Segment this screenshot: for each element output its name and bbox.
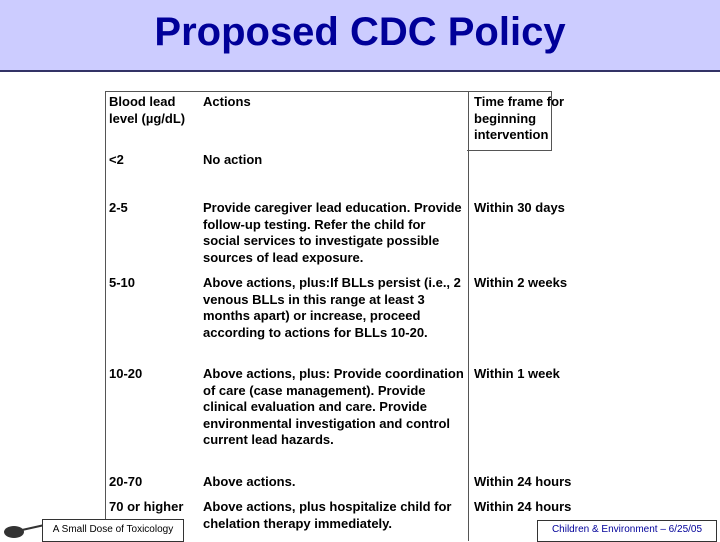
row-actions: Provide caregiver lead education. Provide follow-up testing. Refer the child for social services to investigate possible sources of lead exposure. xyxy=(203,200,462,265)
row-timeframe: Within 2 weeks xyxy=(474,275,568,290)
row-timeframe: Within 30 days xyxy=(474,200,565,215)
row-actions: Above actions, plus: Provide coordination of care (case management). Provide clinical evaluation and care. Provide environmental investigation and control current lead hazards. xyxy=(203,366,464,448)
header-timeframe: Time frame for beginning intervention xyxy=(474,94,565,143)
row-actions: No action xyxy=(203,152,263,167)
row-level: 5-10 xyxy=(109,275,136,290)
row-actions: Above actions, plus:If BLLs persist (i.e., 2 venous BLLs in this range at least 3 months apart) or increase, proceed according to actions for BLLs 10-20. xyxy=(203,275,461,340)
footer-right-label: Children & Environment – 6/25/05 xyxy=(537,520,717,542)
row-actions: Above actions, plus hospitalize child for chelation therapy immediately. xyxy=(203,499,452,531)
row-timeframe: Within 24 hours xyxy=(474,474,572,489)
row-actions: Above actions. xyxy=(203,474,296,489)
header-level: Blood lead level (µg/dL) xyxy=(109,94,186,126)
row-level: 70 or higher xyxy=(109,499,184,514)
row-level: 20-70 xyxy=(109,474,143,489)
header-actions: Actions xyxy=(203,94,251,109)
slide-title: Proposed CDC Policy xyxy=(154,10,566,54)
row-level: <2 xyxy=(109,152,124,167)
row-level: 10-20 xyxy=(109,366,143,381)
row-level: 2-5 xyxy=(109,200,128,215)
row-timeframe: Within 24 hours xyxy=(474,499,572,514)
footer-left-label: A Small Dose of Toxicology xyxy=(42,519,184,542)
row-timeframe: Within 1 week xyxy=(474,366,560,381)
